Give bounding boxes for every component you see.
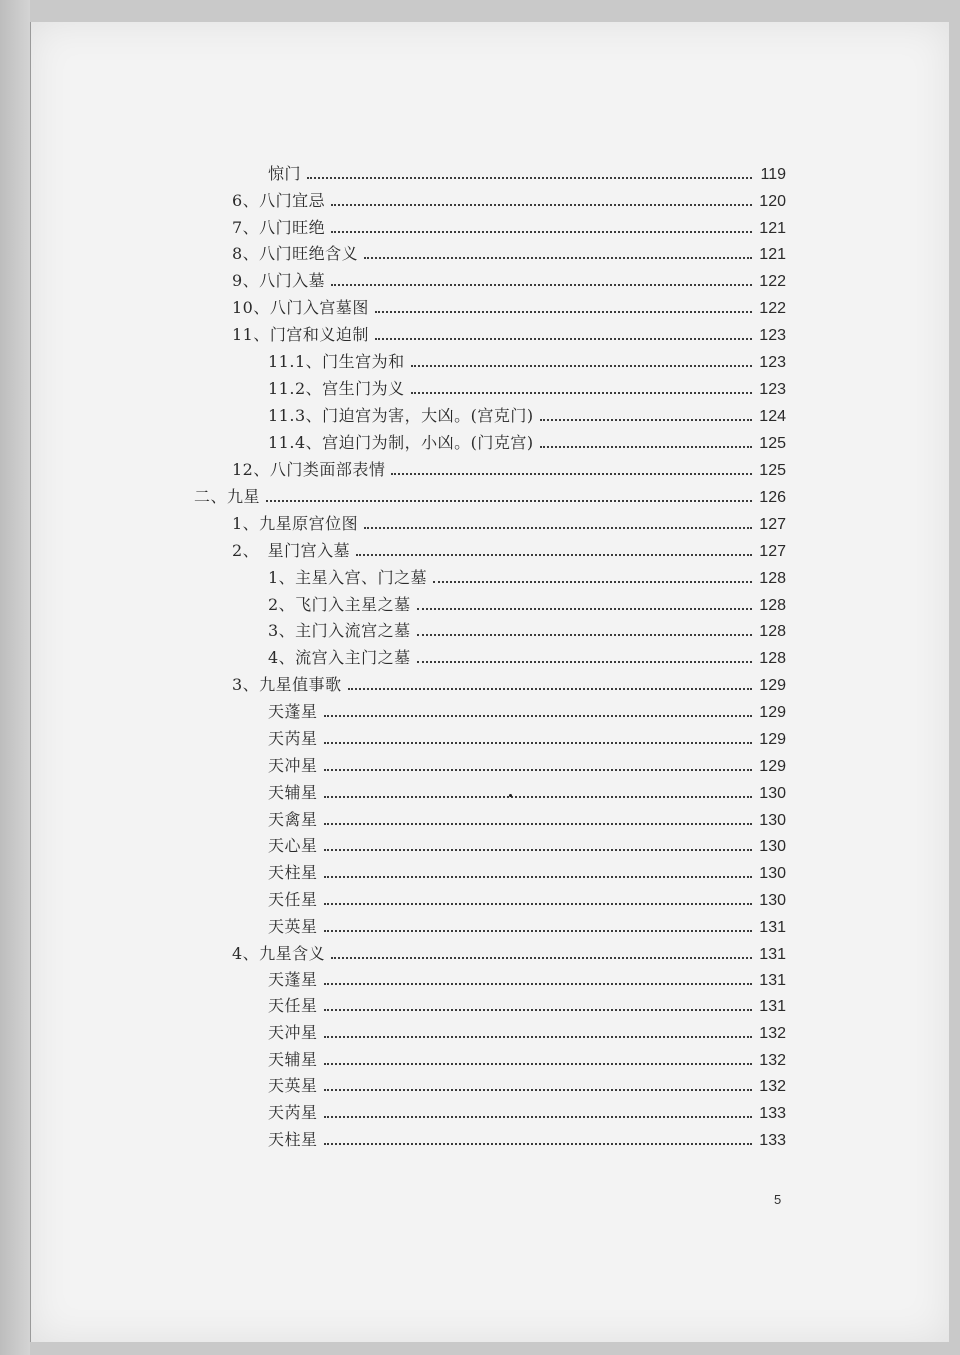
toc-entry (268, 615, 786, 641)
toc-entry-page: 121 (759, 246, 786, 263)
toc-entry-page: 132 (759, 1078, 786, 1095)
toc-entry-page: 131 (759, 946, 786, 963)
toc-dot-leader (324, 876, 752, 878)
toc-entry (268, 427, 786, 453)
toc-dot-leader (375, 311, 752, 313)
toc-entry-title: 9、八门入墓 (232, 271, 326, 290)
toc-entry-title: 11.3、门迫宫为害，大凶。(宫克门) (268, 406, 534, 425)
toc-dot-leader (331, 231, 752, 233)
toc-entry (268, 990, 786, 1016)
toc-dot-leader (331, 957, 752, 959)
toc-dot-leader (324, 1143, 752, 1145)
toc-entry-title: 11、门宫和义迫制 (232, 325, 369, 344)
toc-entry-title: 天英星 (268, 1076, 318, 1095)
toc-entry (232, 454, 786, 480)
toc-entry-title: 4、流宫入主门之墓 (268, 648, 411, 667)
toc-entry (268, 750, 786, 776)
toc-entry (232, 669, 786, 695)
toc-entry-page: 119 (760, 166, 786, 183)
toc-entry-title: 7、八门旺绝 (232, 218, 326, 237)
toc-entry-page: 129 (759, 731, 786, 748)
toc-entry (268, 158, 786, 184)
toc-entry (268, 804, 786, 830)
toc-entry-page: 128 (759, 597, 786, 614)
toc-entry-page: 122 (759, 300, 786, 317)
toc-entry-page: 128 (759, 570, 786, 587)
toc-entry (268, 642, 786, 668)
toc-entry-title: 二、九星 (194, 487, 261, 506)
toc-dot-leader (324, 769, 752, 771)
toc-entry (232, 508, 786, 534)
toc-entry (268, 696, 786, 722)
toc-dot-leader (324, 1063, 752, 1065)
toc-entry (268, 589, 786, 615)
toc-entry-page: 130 (759, 812, 786, 829)
toc-dot-leader (324, 1116, 752, 1118)
toc-entry-page: 122 (759, 273, 786, 290)
toc-entry-title: 天柱星 (268, 1130, 318, 1149)
toc-entry (232, 319, 786, 345)
toc-dot-leader (417, 634, 752, 636)
toc-entry-title: 天蓬星 (268, 702, 318, 721)
toc-entry-title: 4、九星含义 (232, 944, 326, 963)
toc-entry-page: 127 (759, 516, 786, 533)
toc-entry (268, 1017, 786, 1043)
toc-entry-title: 天蓬星 (268, 970, 318, 989)
toc-entry (268, 1044, 786, 1070)
toc-entry (232, 535, 786, 561)
toc-entry (268, 777, 786, 803)
toc-dot-leader (411, 392, 752, 394)
toc-entry-title: 10、八门入宫墓图 (232, 298, 369, 317)
toc-entry (268, 723, 786, 749)
toc-entry-page: 130 (759, 892, 786, 909)
toc-entry-title: 天任星 (268, 890, 318, 909)
toc-dot-leader (307, 177, 752, 179)
toc-entry-title: 天冲星 (268, 756, 318, 775)
toc-dot-leader (324, 983, 752, 985)
toc-entry (268, 830, 786, 856)
toc-entry-title: 11.2、宫生门为义 (268, 379, 405, 398)
toc-entry (232, 212, 786, 238)
toc-dot-leader (417, 661, 752, 663)
toc-entry (232, 292, 786, 318)
toc-dot-leader (348, 688, 752, 690)
toc-dot-leader (364, 527, 752, 529)
toc-dot-leader (324, 849, 752, 851)
toc-entry-page: 131 (759, 972, 786, 989)
toc-entry-title: 6、八门宜忌 (232, 191, 326, 210)
toc-entry (268, 373, 786, 399)
toc-entry-title: 3、九星值事歌 (232, 675, 342, 694)
toc-entry-page: 132 (759, 1025, 786, 1042)
toc-entry (268, 400, 786, 426)
toc-dot-leader (324, 903, 752, 905)
toc-entry (194, 481, 786, 507)
toc-entry (268, 1070, 786, 1096)
toc-entry-title: 2、飞门入主星之墓 (268, 595, 411, 614)
toc-entry (268, 1097, 786, 1123)
toc-entry-page: 130 (759, 838, 786, 855)
toc-entry-title: 2、 星门宫入墓 (232, 541, 351, 560)
toc-dot-leader (324, 930, 752, 932)
toc-entry-title: 惊门 (268, 164, 302, 183)
toc-entry-title: 天禽星 (268, 810, 318, 829)
toc-entry-page: 131 (759, 919, 786, 936)
toc-dot-leader (433, 581, 752, 583)
toc-dot-leader (331, 204, 752, 206)
toc-entry-title: 天任星 (268, 996, 318, 1015)
toc-entry-title: 天辅星 (268, 783, 318, 802)
toc-entry-page: 129 (759, 677, 786, 694)
toc-dot-leader (324, 796, 752, 798)
toc-dot-leader (266, 500, 752, 502)
toc-entry-page: 130 (759, 785, 786, 802)
toc-entry-page: 123 (759, 381, 786, 398)
toc-dot-leader (324, 1009, 752, 1011)
toc-dot-leader (324, 715, 752, 717)
toc-entry-page: 121 (759, 220, 786, 237)
toc-entry-title: 3、主门入流宫之墓 (268, 621, 411, 640)
toc-dot-leader (324, 823, 752, 825)
toc-entry (268, 562, 786, 588)
toc-entry-page: 123 (759, 327, 786, 344)
toc-entry-title: 1、九星原宫位图 (232, 514, 359, 533)
toc-entry-title: 天芮星 (268, 729, 318, 748)
toc-dot-leader (331, 284, 752, 286)
toc-entry-page: 123 (759, 354, 786, 371)
toc-dot-leader (324, 1036, 752, 1038)
toc-entry (268, 964, 786, 990)
toc-entry-title: 1、主星入宫、门之墓 (268, 568, 428, 587)
toc-entry (268, 1124, 786, 1150)
toc-entry-title: 8、八门旺绝含义 (232, 244, 359, 263)
toc-entry-title: 天冲星 (268, 1023, 318, 1042)
toc-entry-title: 12、八门类面部表情 (232, 460, 386, 479)
toc-entry-page: 128 (759, 650, 786, 667)
toc-entry-page: 128 (759, 623, 786, 640)
toc-entry-page: 132 (759, 1052, 786, 1069)
toc-dot-leader (356, 554, 752, 556)
toc-entry-title: 天英星 (268, 917, 318, 936)
toc-entry (232, 938, 786, 964)
toc-entry (268, 911, 786, 937)
toc-entry-page: 130 (759, 865, 786, 882)
toc-entry-page: 125 (759, 435, 786, 452)
toc-dot-leader (364, 257, 752, 259)
toc-entry-page: 120 (759, 193, 786, 210)
toc-dot-leader (411, 365, 752, 367)
toc-entry-page: 131 (759, 998, 786, 1015)
toc-dot-leader (540, 446, 752, 448)
toc-dot-leader (324, 742, 752, 744)
toc-entry-title: 11.4、宫迫门为制，小凶。(门克宫) (268, 433, 534, 452)
toc-entry-page: 124 (759, 408, 786, 425)
toc-entry (232, 238, 786, 264)
toc-dot-leader (375, 338, 752, 340)
toc-entry (268, 857, 786, 883)
toc-entry-title: 天芮星 (268, 1103, 318, 1122)
toc-entry-page: 126 (759, 489, 786, 506)
toc-dot-leader (391, 473, 752, 475)
toc-entry (268, 346, 786, 372)
toc-entry (268, 884, 786, 910)
toc-dot-leader (417, 608, 752, 610)
toc-entry-title: 天辅星 (268, 1050, 318, 1069)
toc-entry-page: 129 (759, 704, 786, 721)
page-number: 5 (774, 1192, 782, 1207)
toc-dot-leader (540, 419, 752, 421)
toc-entry-page: 133 (759, 1105, 786, 1122)
toc-entry-title: 天柱星 (268, 863, 318, 882)
toc-entry (232, 185, 786, 211)
toc-entry-page: 129 (759, 758, 786, 775)
toc-entry-title: 天心星 (268, 836, 318, 855)
toc-entry-page: 133 (759, 1132, 786, 1149)
scan-speck (509, 794, 512, 797)
toc-entry-page: 125 (759, 462, 786, 479)
toc-entry (232, 265, 786, 291)
toc-entry-page: 127 (759, 543, 786, 560)
toc-dot-leader (324, 1089, 752, 1091)
toc-entry-title: 11.1、门生宫为和 (268, 352, 405, 371)
